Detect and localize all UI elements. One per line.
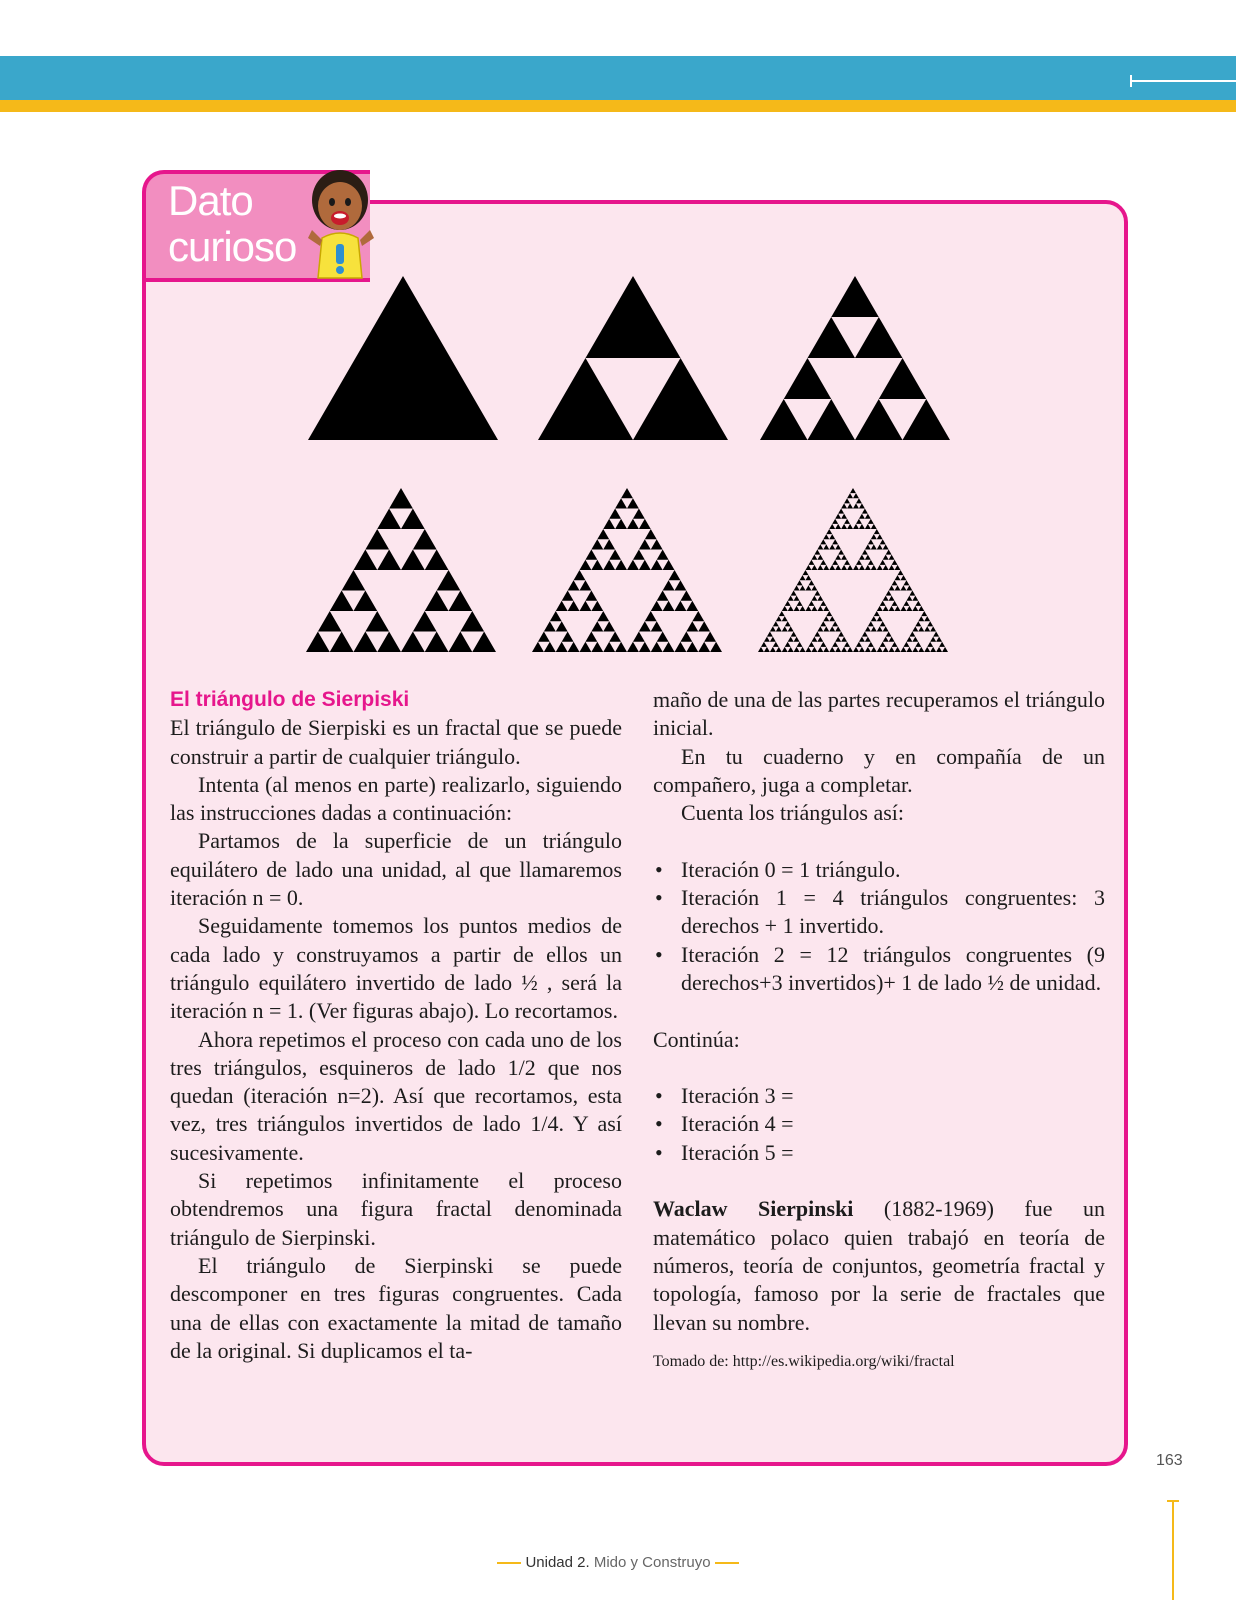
continue-label: Continúa: xyxy=(653,1026,740,1052)
paragraph: El triángulo de Sierpiski es un fractal que se puede construir a partir de cualquier triángulo. xyxy=(170,715,622,769)
header-band xyxy=(0,56,1236,100)
footer-title: Mido y Construyo xyxy=(589,1554,711,1571)
footer-unit: Unidad 2. xyxy=(525,1554,590,1571)
paragraph: En tu cuaderno y en compañía de un compañero, juga a completar. xyxy=(653,743,1105,797)
list-item: • Iteración 3 = xyxy=(653,1082,1105,1110)
paragraph: Seguidamente tomemos los puntos medios de cada lado y construyamos a partir de ellos un triángulo equilátero invertido de lado ½ , será la iteración n = 1. (Ver figuras abajo). Lo recortamos. xyxy=(170,913,622,1024)
paragraph: El triángulo de Sierpinski se puede descomponer en tres figuras congruentes. Cada una de ellas con exactamente la mitad de tamaño de la original. Si duplicamos el ta- xyxy=(170,1252,622,1363)
sierpinski-iteration-0 xyxy=(308,276,498,440)
footer-line-left xyxy=(497,1562,521,1564)
exercise-list xyxy=(653,1082,1105,1167)
biography-text: (1882-1969) fue un matemático polaco quien trabajó en teoría de números, teoría de conjuntos, geometría fractal y topología, famoso por la serie de fractales que llevan su nombre. xyxy=(653,1196,1105,1335)
list-item: • Iteración 4 = xyxy=(653,1110,1105,1138)
section-heading: El triángulo de Sierpiski xyxy=(170,688,410,711)
biography-paragraph xyxy=(653,1195,1105,1336)
list-item: • Iteración 1 = 4 triángulos congruentes: 3 derechos + 1 invertido. xyxy=(653,884,1105,941)
source-citation: Tomado de: http://es.wikipedia.org/wiki/fractal xyxy=(653,1352,955,1370)
sierpinski-iteration-3 xyxy=(306,488,496,652)
callout-title: Dato curioso xyxy=(168,177,297,270)
header-accent-band xyxy=(0,100,1236,112)
sierpinski-iteration-4 xyxy=(532,488,722,652)
iteration-count-list xyxy=(653,856,1105,997)
paragraph: Intenta (al menos en parte) realizarlo, siguiendo las instrucciones dadas a continuación: xyxy=(170,771,622,826)
footer-line-right xyxy=(715,1562,739,1564)
header-line-marker xyxy=(1132,80,1236,82)
page-footer xyxy=(0,1554,1236,1571)
list-item: • Iteración 2 = 12 triángulos congruentes (9 derechos+3 invertidos)+ 1 de lado ½ de unidad. xyxy=(653,941,1105,998)
sierpinski-iterations-figure xyxy=(300,276,980,668)
list-item: • Iteración 5 = xyxy=(653,1139,1105,1167)
sierpinski-iteration-2 xyxy=(760,276,950,440)
boy-pointing-exclamation-icon xyxy=(300,166,382,284)
page-number: 163 xyxy=(1156,1452,1183,1469)
paragraph: Partamos de la superficie de un triángulo equilátero de lado una unidad, al que llamaremos iteración n = 0. xyxy=(170,828,622,911)
left-text-column xyxy=(170,686,622,1365)
header-line-marker-cap xyxy=(1130,75,1132,87)
sierpinski-iteration-5 xyxy=(758,488,948,652)
right-text-column xyxy=(653,686,1105,1373)
list-item: • Iteración 0 = 1 triángulo. xyxy=(653,856,1105,884)
biography-name: Waclaw Sierpinski xyxy=(653,1196,854,1222)
margin-rule xyxy=(1172,1500,1174,1600)
paragraph: Cuenta los triángulos así: xyxy=(681,800,905,826)
paragraph: Ahora repetimos el proceso con cada uno de los tres triángulos, esquineros de lado 1/2 que nos quedan (iteración n=2). Así que recortamos, esta vez, tres triángulos invertidos de lado 1/4. Y así sucesivamente. xyxy=(170,1026,622,1165)
paragraph: maño de una de las partes recuperamos el triángulo inicial. xyxy=(653,687,1105,741)
paragraph: Si repetimos infinitamente el proceso obtendremos una figura fractal denominada triángulo de Sierpinski. xyxy=(170,1168,622,1250)
sierpinski-iteration-1 xyxy=(538,276,728,440)
